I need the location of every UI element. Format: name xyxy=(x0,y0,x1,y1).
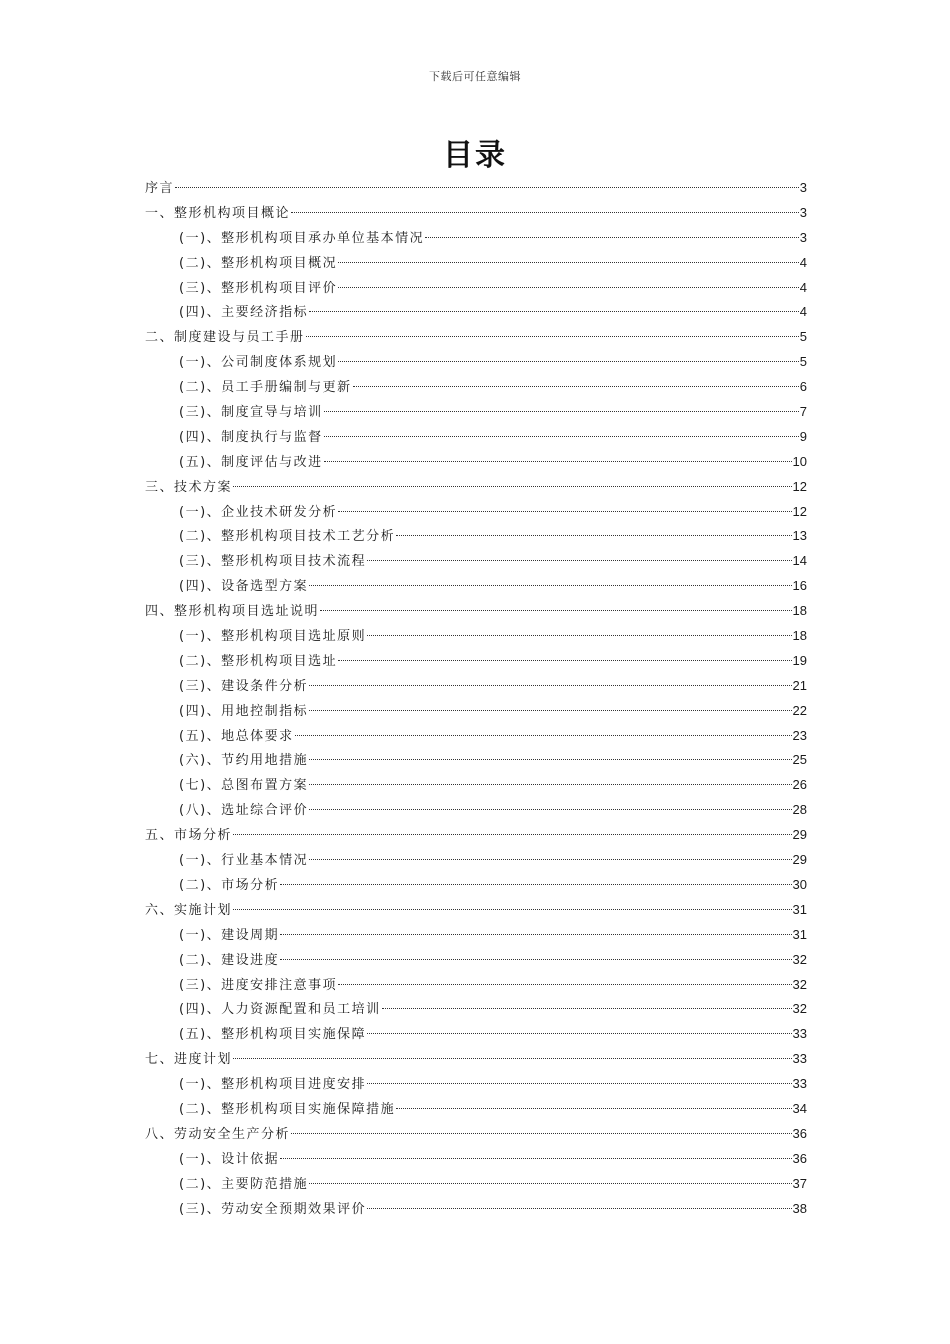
toc-leader-dots xyxy=(396,1108,791,1109)
toc-entry-page: 33 xyxy=(792,1076,807,1092)
toc-entry[interactable] xyxy=(145,624,807,649)
toc-entry[interactable] xyxy=(145,898,807,923)
toc-entry-label: (五)、整形机构项目实施保障 xyxy=(179,1027,367,1043)
toc-entry-page: 6 xyxy=(799,379,807,395)
toc-leader-dots xyxy=(382,1008,792,1009)
toc-entry[interactable] xyxy=(145,798,807,823)
toc-title: 目录 xyxy=(443,138,507,173)
toc-entry-page: 12 xyxy=(792,503,807,519)
toc-entry-label: (七)、总图布置方案 xyxy=(179,778,309,794)
toc-entry-page: 3 xyxy=(799,204,807,220)
toc-leader-dots xyxy=(233,1058,792,1059)
toc-entry-page: 5 xyxy=(799,329,807,345)
toc-leader-dots xyxy=(309,859,791,860)
toc-entry[interactable] xyxy=(145,748,807,773)
toc-entry-page: 36 xyxy=(792,1125,807,1141)
toc-entry-label: (四)、设备选型方案 xyxy=(179,579,309,595)
toc-entry-page: 7 xyxy=(799,404,807,420)
toc-leader-dots xyxy=(338,262,799,263)
toc-leader-dots xyxy=(396,535,791,536)
toc-entry[interactable] xyxy=(145,1097,807,1122)
toc-entry-label: (五)、地总体要求 xyxy=(179,728,294,744)
toc-entry-page: 37 xyxy=(792,1175,807,1191)
toc-entry[interactable] xyxy=(145,475,807,500)
toc-entry-page: 18 xyxy=(792,603,807,619)
toc-leader-dots xyxy=(338,984,791,985)
toc-entry-page: 12 xyxy=(792,478,807,494)
toc-entry-label: 二、制度建设与员工手册 xyxy=(145,330,305,346)
toc-entry-label: (四)、制度执行与监督 xyxy=(179,429,323,445)
toc-entry-page: 13 xyxy=(792,528,807,544)
toc-leader-dots xyxy=(367,1208,791,1209)
toc-entry-page: 38 xyxy=(792,1200,807,1216)
toc-leader-dots xyxy=(280,934,791,935)
toc-entry[interactable] xyxy=(145,699,807,724)
toc-leader-dots xyxy=(353,386,799,387)
toc-leader-dots xyxy=(291,212,799,213)
toc-leader-dots xyxy=(233,486,792,487)
toc-entry[interactable] xyxy=(145,674,807,699)
toc-entry-label: (一)、公司制度体系规划 xyxy=(179,355,338,371)
toc-entry[interactable] xyxy=(145,226,807,251)
toc-entry-page: 4 xyxy=(799,279,807,295)
toc-leader-dots xyxy=(324,436,799,437)
toc-entry[interactable] xyxy=(145,276,807,301)
toc-entry-page: 30 xyxy=(792,876,807,892)
toc-entry-page: 33 xyxy=(792,1026,807,1042)
table-of-contents xyxy=(145,176,807,1221)
toc-entry-label: 五、市场分析 xyxy=(145,828,233,844)
toc-entry-label: (三)、整形机构项目技术流程 xyxy=(179,554,367,570)
toc-entry-page: 28 xyxy=(792,802,807,818)
toc-entry-page: 16 xyxy=(792,578,807,594)
toc-entry-page: 3 xyxy=(799,180,807,195)
toc-entry-page: 25 xyxy=(792,752,807,768)
toc-entry-label: (四)、人力资源配置和员工培训 xyxy=(179,1002,381,1018)
toc-entry[interactable] xyxy=(145,524,807,549)
toc-entry[interactable] xyxy=(145,773,807,798)
toc-entry-page: 4 xyxy=(799,254,807,270)
toc-entry-label: (二)、整形机构项目概况 xyxy=(179,255,338,271)
toc-entry-label: (一)、整形机构项目承办单位基本情况 xyxy=(179,230,425,246)
toc-leader-dots xyxy=(295,735,792,736)
toc-entry[interactable] xyxy=(145,450,807,475)
toc-entry-label: (二)、建设进度 xyxy=(179,952,280,968)
toc-entry-label: (二)、员工手册编制与更新 xyxy=(179,380,352,396)
toc-entry-page: 33 xyxy=(792,1051,807,1067)
toc-entry[interactable] xyxy=(145,176,807,201)
toc-leader-dots xyxy=(367,1083,791,1084)
toc-entry[interactable] xyxy=(145,201,807,226)
toc-entry[interactable] xyxy=(145,350,807,375)
toc-entry-label: (一)、设计依据 xyxy=(179,1151,280,1167)
toc-entry-label: (一)、整形机构项目选址原则 xyxy=(179,629,367,645)
toc-entry-page: 34 xyxy=(792,1100,807,1116)
toc-entry-label: (三)、进度安排注意事项 xyxy=(179,977,338,993)
toc-entry[interactable] xyxy=(145,500,807,525)
toc-entry[interactable] xyxy=(145,823,807,848)
toc-leader-dots xyxy=(338,511,791,512)
toc-entry-page: 32 xyxy=(792,976,807,992)
toc-entry-label: (三)、劳动安全预期效果评价 xyxy=(179,1201,367,1217)
toc-leader-dots xyxy=(338,287,799,288)
toc-leader-dots xyxy=(338,660,791,661)
toc-entry-label: (三)、整形机构项目评价 xyxy=(179,280,338,296)
toc-entry[interactable] xyxy=(145,1072,807,1097)
toc-entry[interactable] xyxy=(145,300,807,325)
toc-entry-label: 三、技术方案 xyxy=(145,479,233,495)
toc-entry-page: 26 xyxy=(792,777,807,793)
toc-entry[interactable] xyxy=(145,923,807,948)
toc-entry[interactable] xyxy=(145,873,807,898)
toc-entry[interactable] xyxy=(145,997,807,1022)
header-note: 下载后可任意编辑 xyxy=(429,70,521,83)
toc-entry-page: 4 xyxy=(799,304,807,320)
toc-entry-page: 22 xyxy=(792,702,807,718)
toc-entry-page: 14 xyxy=(792,553,807,569)
toc-leader-dots xyxy=(309,809,791,810)
toc-leader-dots xyxy=(233,909,792,910)
toc-entry[interactable] xyxy=(145,973,807,998)
toc-entry-label: (一)、整形机构项目进度安排 xyxy=(179,1077,367,1093)
toc-entry[interactable] xyxy=(145,649,807,674)
toc-entry-page: 3 xyxy=(799,229,807,245)
toc-entry-label: (三)、制度宣导与培训 xyxy=(179,405,323,421)
toc-entry[interactable] xyxy=(145,1172,807,1197)
toc-entry-label: 四、整形机构项目选址说明 xyxy=(145,604,320,620)
toc-entry-page: 29 xyxy=(792,852,807,868)
toc-entry[interactable] xyxy=(145,425,807,450)
toc-leader-dots xyxy=(367,1033,791,1034)
toc-leader-dots xyxy=(309,710,791,711)
toc-entry[interactable] xyxy=(145,1022,807,1047)
toc-entry-page: 32 xyxy=(792,1001,807,1017)
toc-entry-page: 31 xyxy=(792,901,807,917)
toc-entry-label: (六)、节约用地措施 xyxy=(179,753,309,769)
toc-leader-dots xyxy=(309,685,791,686)
toc-entry[interactable] xyxy=(145,375,807,400)
toc-entry[interactable] xyxy=(145,1197,807,1222)
toc-leader-dots xyxy=(367,560,791,561)
toc-entry-page: 10 xyxy=(792,453,807,469)
toc-entry[interactable] xyxy=(145,848,807,873)
toc-entry-label: (三)、建设条件分析 xyxy=(179,678,309,694)
toc-leader-dots xyxy=(338,361,799,362)
toc-entry-label: (二)、主要防范措施 xyxy=(179,1176,309,1192)
toc-entry-label: (八)、选址综合评价 xyxy=(179,803,309,819)
toc-entry-page: 5 xyxy=(799,354,807,370)
toc-leader-dots xyxy=(309,759,791,760)
toc-leader-dots xyxy=(425,237,799,238)
toc-entry-label: (四)、主要经济指标 xyxy=(179,305,309,321)
toc-entry-label: (一)、建设周期 xyxy=(179,927,280,943)
toc-entry-page: 31 xyxy=(792,926,807,942)
toc-entry[interactable] xyxy=(145,325,807,350)
toc-leader-dots xyxy=(280,1158,791,1159)
toc-entry[interactable] xyxy=(145,1047,807,1072)
toc-entry-page: 18 xyxy=(792,628,807,644)
toc-leader-dots xyxy=(309,784,791,785)
toc-entry-label: 八、劳动安全生产分析 xyxy=(145,1126,291,1142)
toc-entry-label: (二)、整形机构项目选址 xyxy=(179,653,338,669)
toc-leader-dots xyxy=(309,1183,791,1184)
toc-leader-dots xyxy=(175,187,799,188)
toc-entry[interactable] xyxy=(145,400,807,425)
toc-entry-label: (二)、整形机构项目技术工艺分析 xyxy=(179,529,396,545)
toc-entry-label: 七、进度计划 xyxy=(145,1052,233,1068)
toc-entry-label: (二)、整形机构项目实施保障措施 xyxy=(179,1101,396,1117)
toc-entry[interactable] xyxy=(145,948,807,973)
toc-entry[interactable] xyxy=(145,1147,807,1172)
toc-entry-label: 序言 xyxy=(145,181,175,196)
toc-leader-dots xyxy=(233,834,792,835)
toc-entry-label: (二)、市场分析 xyxy=(179,877,280,893)
toc-leader-dots xyxy=(324,411,799,412)
toc-entry-page: 21 xyxy=(792,677,807,693)
toc-leader-dots xyxy=(306,336,799,337)
toc-entry-page: 32 xyxy=(792,951,807,967)
toc-entry-label: (五)、制度评估与改进 xyxy=(179,454,323,470)
toc-entry-label: (一)、行业基本情况 xyxy=(179,853,309,869)
toc-entry[interactable] xyxy=(145,574,807,599)
toc-entry[interactable] xyxy=(145,599,807,624)
toc-leader-dots xyxy=(324,461,792,462)
toc-entry[interactable] xyxy=(145,1122,807,1147)
toc-entry-label: (一)、企业技术研发分析 xyxy=(179,504,338,520)
toc-leader-dots xyxy=(280,959,791,960)
toc-entry-page: 9 xyxy=(799,428,807,444)
toc-leader-dots xyxy=(320,610,792,611)
toc-leader-dots xyxy=(280,884,791,885)
toc-leader-dots xyxy=(291,1133,792,1134)
toc-entry-page: 29 xyxy=(792,827,807,843)
toc-entry[interactable] xyxy=(145,724,807,749)
toc-entry-page: 36 xyxy=(792,1150,807,1166)
toc-entry[interactable] xyxy=(145,549,807,574)
toc-entry-label: 六、实施计划 xyxy=(145,902,233,918)
toc-entry-label: (四)、用地控制指标 xyxy=(179,703,309,719)
toc-entry-page: 19 xyxy=(792,652,807,668)
toc-leader-dots xyxy=(367,635,791,636)
toc-entry-page: 23 xyxy=(792,727,807,743)
toc-leader-dots xyxy=(309,311,799,312)
toc-entry[interactable] xyxy=(145,251,807,276)
toc-entry-label: 一、整形机构项目概论 xyxy=(145,205,291,221)
toc-leader-dots xyxy=(309,585,791,586)
